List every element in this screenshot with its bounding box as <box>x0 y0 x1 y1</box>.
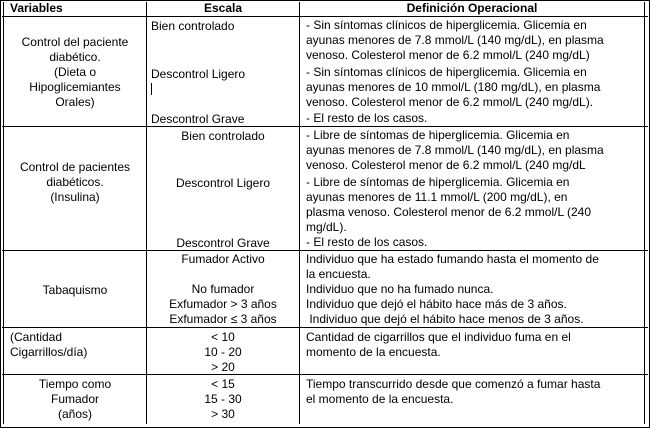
row3-def-exfumador-menos: Individuo que dejó el hábito hace menos de 3 años. <box>306 312 584 326</box>
row3-escala-exfumador-menos: Exfumador ≤ 3 años <box>169 312 277 326</box>
row4-variable: (Cantidad Cigarrillos/día) <box>10 330 88 359</box>
text-cursor <box>151 83 152 95</box>
row1-def-grave: - El resto de los casos. <box>306 111 428 125</box>
row3-def-nofumador: Individuo que no ha fumado nunca. <box>306 282 494 296</box>
header-variables: Variables <box>10 1 63 15</box>
row1-def-ligero: - Sin síntomas clínicos de hiperglicemia. Glicemia en ayunas menores de 10 mmol/L (180 mg/dL), en plasma venoso. Colesterol menor de 6.2 mmol/L (240 mg/dL). <box>306 65 601 109</box>
row5-def: Tiempo transcurrido desde que comenzó a fumar hasta el momento de la encuesta. <box>306 377 601 406</box>
row4-def: Cantidad de cigarrillos que el individuo fuma en el momento de la encuesta. <box>306 330 571 359</box>
row2-def-bien: - Libre de síntomas de hiperglicemia. Glicemia en ayunas menores de 7.8 mmol/L (140 mg/dL), en plasma venoso. Colesterol menor de 6.2 mmol/L (240 mg/dL <box>306 128 604 172</box>
row1-escala-ligero: Descontrol Ligero <box>151 67 246 81</box>
row-rule <box>2 327 648 328</box>
row1-escala-grave: Descontrol Grave <box>151 112 245 126</box>
row2-def-grave: - El resto de los casos. <box>306 235 428 249</box>
column-rule <box>299 2 300 424</box>
row2-escala-grave: Descontrol Grave <box>176 236 270 250</box>
row-rule <box>2 374 648 375</box>
header-rule <box>2 16 648 17</box>
row2-variable: Control de pacientes diabéticos. (Insulina) <box>19 160 131 204</box>
row1-variable: Control del paciente diabético. (Dieta o Hipoglicemiantes Orales) <box>21 35 129 109</box>
row2-escala-ligero: Descontrol Ligero <box>175 176 271 190</box>
row5-escala: < 15 15 - 30 > 30 <box>204 377 242 421</box>
header-definicion: Definición Operacional <box>406 1 538 15</box>
row3-def-exfumador-mas: Individuo que dejó el hábito hace más de 3 años. <box>306 297 567 311</box>
column-rule <box>644 2 645 424</box>
row2-def-ligero: - Libre de síntomas de hiperglicemia. Glicemia en ayunas menores de 11.1 mmol/L (200 mg/dL), en plasma venoso. Colesterol menor de 6.2 mmol/L (240 mg/dL). <box>306 175 592 234</box>
header-escala: Escala <box>203 1 243 15</box>
row3-variable: Tabaquismo <box>42 283 108 297</box>
row-rule <box>2 126 648 127</box>
row3-escala-nofumador: No fumador <box>191 282 255 296</box>
row3-def-activo: Individuo que ha estado fumando hasta el momento de la encuesta. <box>306 252 599 281</box>
row1-escala-bien: Bien controlado <box>151 19 235 33</box>
row-rule <box>2 250 648 251</box>
row3-escala-exfumador-mas: Exfumador > 3 años <box>169 297 277 311</box>
row4-escala: < 10 10 - 20 > 20 <box>204 330 242 374</box>
row3-escala-activo: Fumador Activo <box>181 252 265 266</box>
row5-variable: Tiempo como Fumador (años) <box>38 377 112 421</box>
row1-def-bien: - Sin síntomas clínicos de hiperglicemia. Glicemia en ayunas menores de 7.8 mmol/L (140 mg/dL), en plasma venoso. Colesterol menor de 6.2 mmol/L (240 mg/dL) <box>306 18 604 62</box>
row2-escala-bien: Bien controlado <box>181 129 265 143</box>
